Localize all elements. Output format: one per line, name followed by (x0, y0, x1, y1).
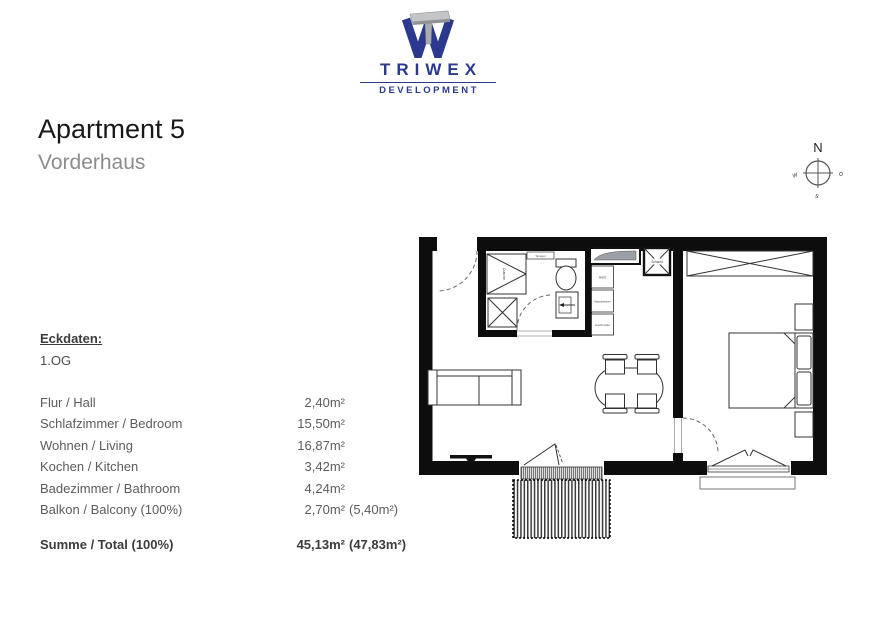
table-row (40, 413, 420, 434)
page-title: Apartment 5 (38, 114, 186, 144)
brand-tagline: DEVELOPMENT (379, 85, 479, 96)
table-row (40, 499, 420, 520)
room-area-extra (345, 456, 420, 477)
total-area-extra: (47,83m²) (349, 537, 407, 553)
brand-name: TRIWEX (379, 60, 483, 79)
table-row (40, 456, 420, 477)
kitchen-sink-label: Waschbecken (594, 300, 611, 304)
room-area-extra: (5,40m²) (349, 502, 399, 518)
total-area: 45,13m² (296, 537, 345, 553)
compass-rose (786, 138, 852, 207)
table-row (40, 392, 420, 413)
mirror-label: Spiegel (535, 254, 546, 258)
company-logo (350, 10, 506, 96)
room-area: 15,50m² (297, 416, 345, 432)
total-label: Summe / Total (100%) (40, 537, 174, 553)
floor-label: 1.OG (40, 353, 72, 368)
shower-label: Dusche (502, 268, 506, 280)
toilet (556, 259, 576, 290)
room-area-extra (345, 413, 420, 434)
shaft-label: Schacht (651, 260, 663, 264)
stove-label: Herd (599, 275, 606, 280)
room-area: 2,70m² (304, 502, 345, 518)
logo-monogram-icon (396, 10, 460, 58)
room-area: 16,87m² (297, 437, 345, 453)
wardrobe (687, 251, 813, 276)
shaft (644, 248, 670, 275)
room-label: Kochen / Kitchen (40, 459, 139, 475)
bed (729, 333, 813, 408)
nightstand (795, 304, 813, 330)
compass-east-label: o (839, 171, 843, 178)
room-label: Flur / Hall (40, 395, 96, 410)
room-label: Wohnen / Living (40, 437, 133, 453)
compass-south-label: s (814, 192, 820, 201)
table-row (40, 435, 420, 456)
compass-west-label: w (791, 171, 799, 180)
table-row (40, 478, 420, 499)
compass-north-label: N (813, 140, 823, 155)
table-total-row (40, 534, 420, 555)
floor-plan (415, 233, 845, 560)
room-area: 3,42m² (304, 459, 345, 475)
logo-divider (360, 82, 496, 83)
room-area-extra (345, 435, 420, 456)
room-area-extra (345, 478, 420, 499)
room-area: 2,40m² (304, 395, 345, 410)
sofa (428, 370, 521, 405)
room-label: Balkon / Balcony (100%) (40, 502, 183, 518)
dishwasher-label: Geschirrspüler (594, 324, 611, 327)
room-area: 4,24m² (304, 480, 345, 496)
room-label: Schlafzimmer / Bedroom (40, 416, 183, 432)
area-table (40, 331, 420, 555)
balcony-deck (513, 480, 610, 538)
page-subtitle: Vorderhaus (38, 151, 146, 174)
area-table-heading: Eckdaten: (40, 331, 103, 346)
bathroom-sink (556, 292, 578, 318)
room-label: Badezimmer / Bathroom (40, 480, 181, 496)
window-sill (700, 477, 795, 489)
room-area-extra (345, 392, 420, 413)
nightstand (795, 412, 813, 437)
